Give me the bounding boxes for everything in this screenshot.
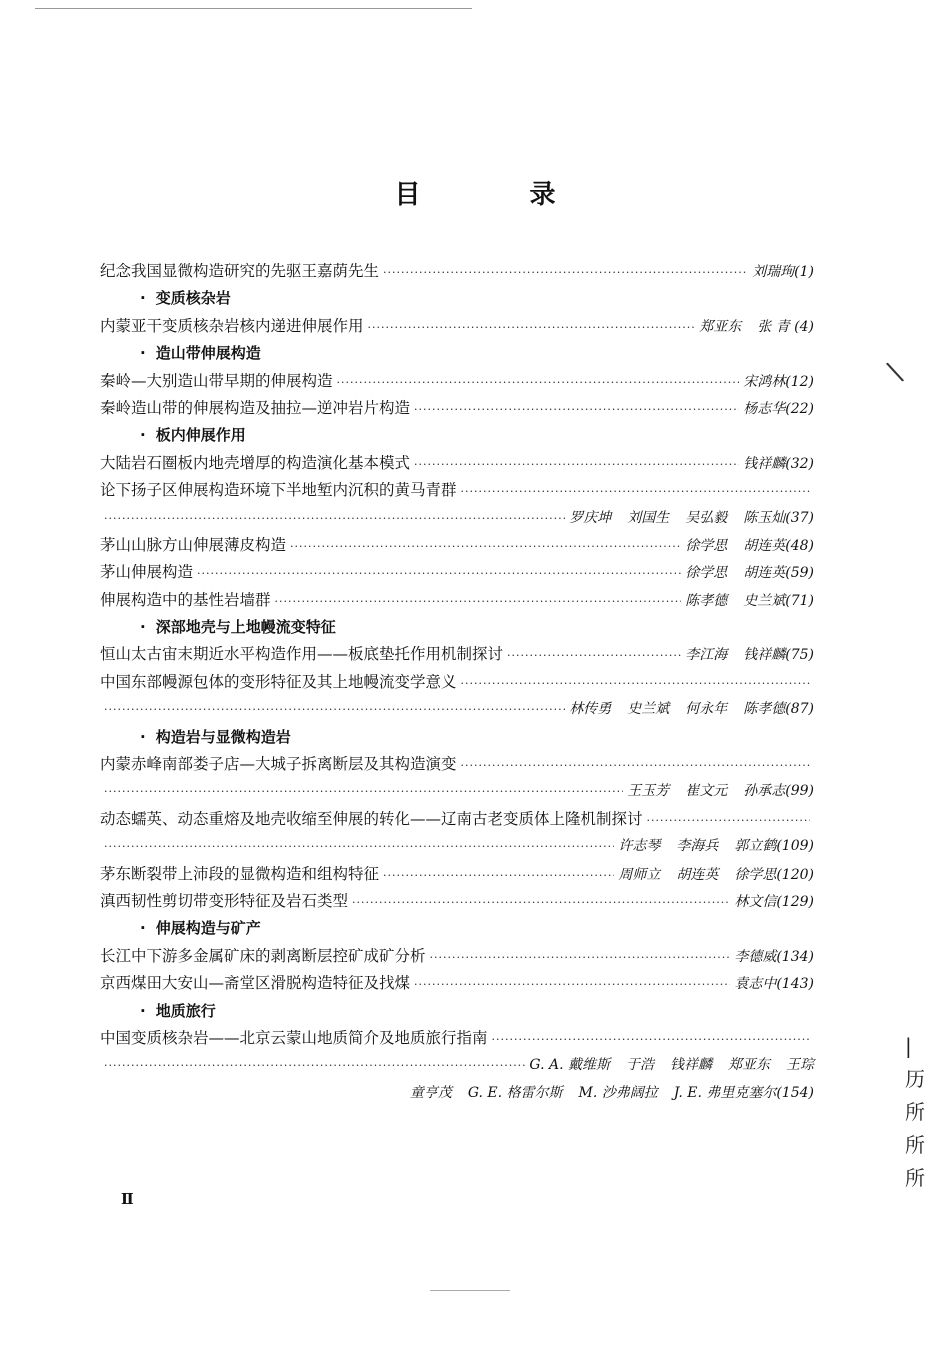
toc-entry — [100, 669, 814, 696]
dot-leader — [337, 369, 740, 396]
author: 童亨茂 — [409, 1084, 452, 1101]
bullet-icon: · — [140, 727, 146, 746]
entry-authors — [734, 971, 814, 998]
toc-entry — [100, 943, 814, 970]
dot-leader — [197, 560, 681, 587]
entry-title: 茅东断裂带上沛段的显微构造和组构特征 — [100, 864, 380, 883]
section-title: 变质核杂岩 — [155, 289, 231, 308]
toc-entry — [100, 587, 814, 614]
author: 徐学思 — [685, 537, 728, 554]
toc-entry — [100, 751, 814, 778]
entry-title: 内蒙亚干变质核杂岩核内递进伸展作用 — [100, 316, 364, 335]
author: 郑亚东 — [728, 1057, 770, 1074]
dot-leader — [104, 833, 614, 860]
entry-title: 秦岭—大别造山带早期的伸展构造 — [100, 371, 333, 390]
entry-authors — [743, 369, 814, 396]
toc-entry — [100, 861, 814, 888]
author: 张 青 (4) — [757, 318, 814, 335]
dot-leader — [414, 396, 739, 423]
scan-edge-bottom — [430, 1290, 510, 1291]
author: 吴弘毅 — [685, 509, 728, 526]
entry-authors — [618, 862, 814, 889]
author: 胡连英 — [676, 866, 719, 883]
author: 许志琴 — [618, 838, 661, 855]
author: 王玉芳 — [627, 783, 670, 800]
toc-entry — [100, 450, 814, 477]
toc-entry — [100, 532, 814, 559]
entry-authors — [752, 259, 814, 286]
author: 李海兵 — [676, 838, 719, 855]
section-title: 深部地壳与上地幔流变特征 — [155, 618, 336, 637]
toc-section-heading — [100, 998, 814, 1025]
entry-authors — [569, 505, 814, 532]
entry-title: 茅山伸展构造 — [100, 563, 194, 582]
section-title: 伸展构造与矿产 — [155, 919, 261, 938]
dot-leader — [461, 752, 810, 779]
entry-authors — [618, 833, 814, 860]
section-title: 地质旅行 — [155, 1001, 216, 1020]
table-of-contents — [100, 258, 814, 1107]
entry-authors — [743, 396, 814, 423]
author: 钱祥麟 — [670, 1057, 712, 1074]
margin-glyph: | — [905, 1034, 912, 1058]
author: M. 沙弗阔拉 — [578, 1084, 658, 1101]
entry-title: 论下扬子区伸展构造环境下半地堑内沉积的黄马青群 — [100, 481, 457, 500]
author: 宋鸿林(12) — [743, 373, 814, 390]
toc-entry — [100, 1080, 814, 1107]
margin-glyph: 所 — [905, 1100, 925, 1124]
author: G. A. 戴维斯 — [529, 1057, 610, 1074]
entry-title: 纪念我国显微构造研究的先驱王嘉荫先生 — [100, 262, 380, 280]
bullet-icon: · — [140, 289, 146, 308]
toc-section-heading — [100, 915, 814, 942]
toc-entry — [100, 888, 814, 915]
dot-leader — [430, 944, 731, 971]
author: 罗庆坤 — [569, 509, 612, 526]
dot-leader — [414, 451, 739, 478]
author: 李江海 — [685, 647, 728, 664]
dot-leader — [290, 533, 681, 560]
author: 胡连英(59) — [743, 565, 814, 582]
author: J. E. 弗里克塞尔(154) — [673, 1084, 814, 1101]
author: 周师立 — [618, 866, 661, 883]
bullet-icon: · — [140, 919, 146, 938]
entry-authors — [685, 560, 814, 587]
toc-entry — [100, 505, 814, 532]
scan-edge-top — [35, 8, 472, 9]
entry-title: 长江中下游多金属矿床的剥离断层控矿成矿分析 — [100, 946, 426, 965]
dot-leader — [368, 314, 696, 341]
entry-title: 大陆岩石圈板内地壳增厚的构造演化基本模式 — [100, 453, 411, 472]
author: 史兰斌 — [627, 701, 670, 718]
page-title: 目 录 — [394, 180, 606, 210]
author: 李德威(134) — [734, 948, 814, 965]
bullet-icon: · — [140, 618, 146, 637]
bullet-icon: · — [140, 426, 146, 445]
section-title: 造山带伸展构造 — [155, 344, 261, 363]
margin-mark: \ — [883, 354, 906, 389]
entry-title: 动态蠕英、动态重熔及地壳收缩至伸展的转化——辽南古老变质体上隆机制探讨 — [100, 809, 643, 828]
toc-section-heading — [100, 340, 814, 367]
dot-leader — [104, 505, 565, 532]
toc-entry — [100, 395, 814, 422]
toc-section-heading — [100, 285, 814, 312]
dot-leader — [461, 478, 810, 505]
toc-entry — [100, 970, 814, 997]
author: 郭立鹤(109) — [734, 838, 814, 855]
author: 陈孝德(87) — [743, 701, 814, 718]
author: 杨志华(22) — [743, 400, 814, 417]
author: 徐学思 — [685, 565, 728, 582]
dot-leader — [104, 696, 565, 723]
entry-authors — [685, 642, 814, 669]
margin-glyph: 所 — [905, 1166, 925, 1190]
toc-section-heading — [100, 422, 814, 449]
author: 孙承志(99) — [743, 783, 814, 800]
entry-title: 伸展构造中的基性岩墙群 — [100, 590, 271, 609]
entry-title: 恒山太古宙末期近水平构造作用——板底垫托作用机制探讨 — [100, 645, 504, 664]
entry-title: 内蒙赤峰南部娄子店—大城子拆离断层及其构造演变 — [100, 755, 457, 774]
entry-authors — [410, 1080, 814, 1107]
entry-title: 滇西韧性剪切带变形特征及岩石类型 — [100, 891, 349, 910]
entry-authors — [529, 1052, 814, 1079]
toc-section-heading — [100, 614, 814, 641]
dot-leader — [352, 889, 730, 916]
toc-entry — [100, 477, 814, 504]
entry-title: 秦岭造山带的伸展构造及抽拉—逆冲岩片构造 — [100, 398, 411, 417]
toc-entry — [100, 806, 814, 833]
bullet-icon: · — [140, 344, 146, 363]
margin-glyph: 所 — [905, 1133, 925, 1157]
entry-authors — [743, 451, 814, 478]
dot-leader — [383, 862, 614, 889]
entry-authors — [627, 778, 814, 805]
entry-title: 京西煤田大安山—斋堂区滑脱构造特征及找煤 — [100, 974, 411, 993]
author: 钱祥麟(75) — [743, 647, 814, 664]
toc-entry — [100, 1025, 814, 1052]
toc-entry — [100, 313, 814, 340]
entry-authors — [685, 588, 814, 615]
dot-leader — [647, 807, 810, 834]
dot-leader — [414, 971, 730, 998]
author: 钱祥麟(32) — [743, 455, 814, 472]
toc-entry — [100, 368, 814, 395]
toc-entry — [100, 1052, 814, 1079]
dot-leader — [275, 588, 682, 615]
entry-title: 茅山山脉方山伸展薄皮构造 — [100, 535, 287, 554]
entry-authors — [685, 533, 814, 560]
toc-entry — [100, 559, 814, 586]
entry-title: 中国变质核杂岩——北京云蒙山地质简介及地质旅行指南 — [100, 1028, 488, 1047]
author: 于浩 — [626, 1057, 654, 1074]
entry-authors — [734, 889, 814, 916]
section-title: 构造岩与显微构造岩 — [155, 727, 291, 746]
author: 胡连英(48) — [743, 537, 814, 554]
author: 林传勇 — [569, 701, 612, 718]
toc-section-heading — [100, 724, 814, 751]
toc-entry — [100, 258, 814, 285]
dot-leader — [104, 1052, 525, 1079]
author: 刘国生 — [627, 509, 670, 526]
margin-glyph: 历 — [905, 1067, 925, 1091]
author: 陈玉灿(37) — [743, 509, 814, 526]
author: 刘瑞珣(1) — [752, 264, 814, 280]
author: 林文信(129) — [734, 893, 814, 910]
margin-text — [905, 1030, 935, 1195]
entry-authors — [734, 944, 814, 971]
author: 史兰斌(71) — [743, 592, 814, 609]
entry-authors — [699, 314, 814, 341]
author: 王琮 — [786, 1057, 814, 1074]
toc-entry — [100, 696, 814, 723]
dot-leader — [492, 1026, 810, 1053]
dot-leader — [383, 259, 748, 286]
bullet-icon: · — [140, 1001, 146, 1020]
author: 陈孝德 — [685, 592, 728, 609]
section-title: 板内伸展作用 — [155, 426, 246, 445]
author: 徐学思(120) — [734, 866, 814, 883]
author: G. E. 格雷尔斯 — [467, 1084, 563, 1101]
toc-entry — [100, 833, 814, 860]
entry-title: 中国东部幔源包体的变形特征及其上地幔流变学意义 — [100, 672, 457, 691]
author: 郑亚东 — [699, 318, 742, 335]
author: 崔文元 — [685, 783, 728, 800]
toc-entry — [100, 778, 814, 805]
dot-leader — [104, 778, 623, 805]
page-number: Ⅱ — [121, 1190, 134, 1208]
entry-authors — [569, 696, 814, 723]
toc-entry — [100, 641, 814, 668]
dot-leader — [461, 670, 810, 697]
dot-leader — [507, 642, 681, 669]
author: 何永年 — [685, 701, 728, 718]
author: 袁志中(143) — [734, 976, 814, 993]
